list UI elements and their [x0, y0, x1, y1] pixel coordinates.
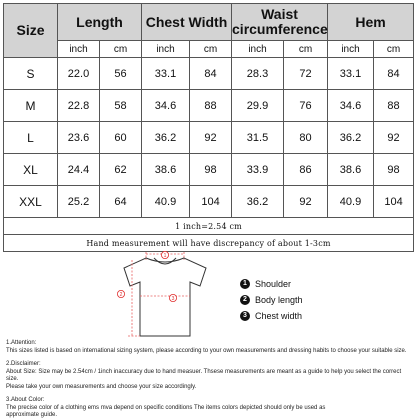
value-cell: 92: [190, 122, 232, 154]
value-cell: 98: [190, 154, 232, 186]
legend-item-chest-width: [240, 308, 303, 324]
value-cell: 23.6: [58, 122, 100, 154]
unit-cell: inch: [142, 41, 190, 58]
header-length: Length: [58, 4, 142, 41]
unit-cell: inch: [232, 41, 284, 58]
tshirt-measurement-diagram: [110, 248, 220, 340]
conversion-note: 1 inch=2.54 cm: [4, 218, 414, 235]
legend-number: 3: [240, 311, 250, 321]
value-cell: 92: [374, 122, 414, 154]
unit-cell: inch: [58, 41, 100, 58]
value-cell: 33.9: [232, 154, 284, 186]
value-cell: 64: [100, 186, 142, 218]
legend-number: 1: [240, 279, 250, 289]
value-cell: 84: [374, 58, 414, 90]
disclaimer-title: 2.Disclaimer:: [6, 361, 41, 367]
diagram-legend: [240, 276, 303, 324]
value-cell: 36.2: [328, 122, 374, 154]
size-cell: XL: [4, 154, 58, 186]
header-chest-width: Chest Width: [142, 4, 232, 41]
disclaimer-text: About Size: Size may be 2.54cm / 1inch inaccuracy due to hand measuer. Thsese measurements are meant as a guide to help you select the correct size.: [6, 368, 402, 382]
table-row: [4, 122, 414, 154]
value-cell: 38.6: [142, 154, 190, 186]
value-cell: 88: [374, 90, 414, 122]
value-cell: 31.5: [232, 122, 284, 154]
marker-1: [161, 251, 168, 259]
value-cell: 104: [190, 186, 232, 218]
svg-text:3: 3: [171, 296, 175, 302]
value-cell: 29.9: [232, 90, 284, 122]
header-row: [4, 4, 414, 41]
svg-text:2: 2: [119, 292, 123, 298]
value-cell: 58: [100, 90, 142, 122]
size-cell: XXL: [4, 186, 58, 218]
value-cell: 72: [284, 58, 328, 90]
size-cell: S: [4, 58, 58, 90]
value-cell: 76: [284, 90, 328, 122]
value-cell: 22.0: [58, 58, 100, 90]
legend-label: Shoulder: [255, 279, 292, 289]
color-text: The precise color of a clothing ems mva depend on specific conditions The items colors depicted should only be used as: [6, 404, 326, 411]
notes-section: [6, 340, 410, 420]
table-row: [4, 58, 414, 90]
table-row: [4, 186, 414, 218]
unit-cell: cm: [190, 41, 232, 58]
table-row: [4, 90, 414, 122]
value-cell: 98: [374, 154, 414, 186]
legend-label: Body length: [255, 295, 303, 305]
legend-label: Chest width: [255, 311, 303, 321]
value-cell: 25.2: [58, 186, 100, 218]
attention-text: This sizes listed is based on international sizing system, please according to your own measurements and dressing habits to choose your suitable size.: [6, 347, 407, 354]
value-cell: 36.2: [232, 186, 284, 218]
color-title: 3.About Color:: [6, 397, 45, 403]
svg-text:1: 1: [163, 253, 167, 259]
unit-cell: cm: [100, 41, 142, 58]
conversion-row: [4, 218, 414, 235]
value-cell: 36.2: [142, 122, 190, 154]
value-cell: 60: [100, 122, 142, 154]
value-cell: 38.6: [328, 154, 374, 186]
table-row: [4, 154, 414, 186]
unit-cell: cm: [374, 41, 414, 58]
color-text: approximate guide.: [6, 412, 58, 418]
value-cell: 104: [374, 186, 414, 218]
unit-cell: inch: [328, 41, 374, 58]
legend-number: 2: [240, 295, 250, 305]
value-cell: 40.9: [328, 186, 374, 218]
value-cell: 80: [284, 122, 328, 154]
value-cell: 33.1: [142, 58, 190, 90]
header-waist: Waist circumference: [232, 4, 328, 41]
size-cell: L: [4, 122, 58, 154]
unit-cell: cm: [284, 41, 328, 58]
disclaimer-text: Please take your own measurements and choose your size accordingly.: [6, 383, 197, 390]
header-size: Size: [4, 4, 58, 58]
marker-2: [117, 290, 124, 298]
value-cell: 34.6: [328, 90, 374, 122]
value-cell: 88: [190, 90, 232, 122]
value-cell: 40.9: [142, 186, 190, 218]
value-cell: 24.4: [58, 154, 100, 186]
value-cell: 33.1: [328, 58, 374, 90]
unit-row: [4, 41, 414, 58]
value-cell: 84: [190, 58, 232, 90]
marker-3: [169, 294, 176, 302]
value-cell: 22.8: [58, 90, 100, 122]
legend-item-shoulder: [240, 276, 303, 292]
value-cell: 34.6: [142, 90, 190, 122]
size-cell: M: [4, 90, 58, 122]
discrepancy-note: Hand measurement will have discrepancy of about 1-3cm: [4, 235, 414, 252]
tshirt-icon: [124, 258, 206, 336]
value-cell: 28.3: [232, 58, 284, 90]
value-cell: 56: [100, 58, 142, 90]
value-cell: 92: [284, 186, 328, 218]
header-hem: Hem: [328, 4, 414, 41]
value-cell: 62: [100, 154, 142, 186]
attention-title: 1.Attention:: [6, 340, 37, 346]
legend-item-body-length: [240, 292, 303, 308]
value-cell: 86: [284, 154, 328, 186]
size-chart-table: [3, 3, 414, 252]
